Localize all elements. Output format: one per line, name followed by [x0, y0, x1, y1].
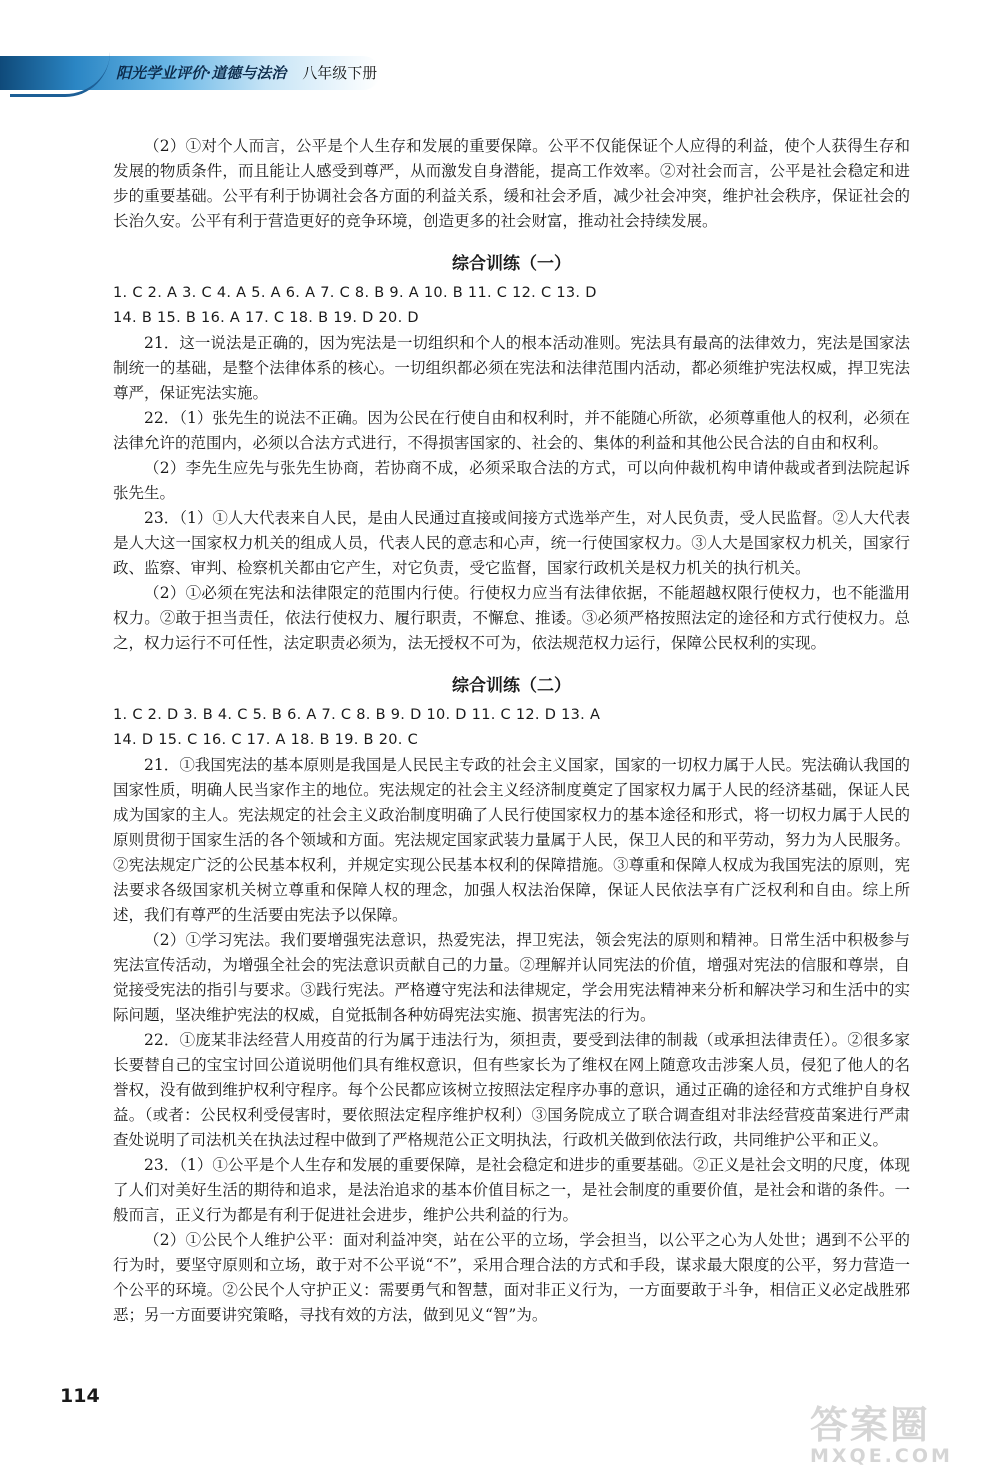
page-content	[113, 134, 910, 1328]
watermark-url: MXQE.COM	[810, 1445, 953, 1467]
answer-paragraph: （2）①公民个人维护公平：面对利益冲突，站在公平的立场，学会担当，以公平之心为人处世；遇到不公平的行为时，要坚守原则和立场，敢于对不公平说“不”，采用合理合法的方式和手段，谋求最大限度的公平，努力营造一个公平的环境。②公民个人守护正义：需要勇气和智慧，面对非正义行为，一方面要敢于斗争，相信正义必定战胜邪恶；另一方面要讲究策略，寻找有效的方法，做到见义“智”为。	[113, 1231, 910, 1324]
watermark-chars: 答案圈	[810, 1403, 931, 1447]
choice-answers-line: 14. B 15. B 16. A 17. C 18. B 19. D 20. D	[113, 310, 419, 326]
answer-paragraph: （2）①学习宪法。我们要增强宪法意识，热爱宪法，捍卫宪法，领会宪法的原则和精神。日常生活中积极参与宪法宣传活动，为增强全社会的宪法意识贡献自己的力量。②理解并认同宪法的价值，增强对宪法的信服和尊崇，自觉接受宪法的指引与要求。③践行宪法。严格遵守宪法和法律规定，学会用宪法精神来分析和解决学习和生活中的实际问题，坚决维护宪法的权威，自觉抵制各种妨碍宪法实施、损害宪法的行为。	[113, 931, 910, 1024]
answer-paragraph: 21．①我国宪法的基本原则是我国是人民民主专政的社会主义国家，国家的一切权力属于人民。宪法确认我国的国家性质，明确人民当家作主的地位。宪法规定的社会主义经济制度奠定了国家权力属于人民的经济基础，保证人民成为国家的主人。宪法规定的社会主义政治制度明确了人民行使国家权力的基本途径和形式，将一切权力属于人民的原则贯彻于国家生活的各个领域和方面。宪法规定国家武装力量属于人民，保卫人民的和平劳动，努力为人民服务。②宪法规定广泛的公民基本权利，并规定实现公民基本权利的保障措施。③尊重和保障人权成为我国宪法的原则，宪法要求各级国家机关树立尊重和保障人权的理念，加强人权法治保障，保证人民依法享有广泛权利和自由。综上所述，我们有尊严的生活要由宪法予以保障。	[113, 756, 910, 924]
banner-swoosh-decoration	[10, 52, 110, 97]
answer-paragraph: 23．（1）①公平是个人生存和发展的重要保障，是社会稳定和进步的重要基础。②正义是社会文明的尺度，体现了人们对美好生活的期待和追求，是法治追求的基本价值目标之一，是社会制度的重要价值，是社会和谐的条件。一般而言，正义行为都是有利于促进社会进步，维护公共利益的行为。	[113, 1156, 910, 1224]
answer-paragraph: （2）①必须在宪法和法律限定的范围内行使。行使权力应当有法律依据，不能超越权限行使权力，也不能滥用权力。②敢于担当责任，依法行使权力、履行职责，不懈怠、推诿。③必须严格按照法定的途径和方式行使权力。总之，权力运行不可任性，法定职责必须为，法无授权不可为，依法规范权力运行，保障公民权利的实现。	[113, 584, 910, 652]
banner-text	[116, 62, 377, 83]
grade-label: 八年级下册	[302, 64, 378, 82]
answer-paragraph: 21．这一说法是正确的，因为宪法是一切组织和个人的根本活动准则。宪法具有最高的法律效力，宪法是国家法制统一的基础，是整个法律体系的核心。一切组织都必须在宪法和法律范围内活动，都必须维护宪法权威，捍卫宪法尊严，保证宪法实施。	[113, 334, 910, 402]
answer-paragraph: 23．（1）①人大代表来自人民，是由人民通过直接或间接方式选举产生，对人民负责，受人民监督。②人大代表是人大这一国家权力机关的组成人员，代表人民的意志和心声，统一行使国家权力。③人大是国家权力机关，国家行政、监察、审判、检察机关都由它产生，对它负责，受它监督，国家行政机关是权力机关的执行机关。	[113, 509, 910, 577]
answer-paragraph: （2）①对个人而言，公平是个人生存和发展的重要保障。公平不仅能保证个人应得的利益，使个人获得生存和发展的物质条件，而且能让人感受到尊严，从而激发自身潜能，提高工作效率。②对社会而言，公平是社会稳定和进步的重要基础。公平有利于协调社会各方面的利益关系，缓和社会矛盾，减少社会冲突，维护社会秩序，保证社会的长治久安。公平有利于营造更好的竞争环境，创造更多的社会财富，推动社会持续发展。	[113, 137, 910, 230]
choice-answers-line: 14. D 15. C 16. C 17. A 18. B 19. B 20. C	[113, 732, 418, 748]
section-title-2: 综合训练（二）	[452, 676, 571, 696]
answer-paragraph: 22．①庞某非法经营人用疫苗的行为属于违法行为，须担责，要受到法律的制裁（或承担法律责任）。②很多家长要替自己的宝宝讨回公道说明他们具有维权意识，但有些家长为了维权在网上随意攻击涉案人员，侵犯了他人的名誉权，没有做到维护权利守程序。每个公民都应该树立按照法定程序办事的意识，通过正确的途径和方式维护自身权益。（或者：公民权利受侵害时，要依照法定程序维护权利）③国务院成立了联合调查组对非法经营疫苗案进行严肃查处说明了司法机关在执法过程中做到了严格规范公正文明执法，行政机关做到依法行政，共同维护公平和正义。	[113, 1031, 910, 1149]
page-number: 114	[60, 1385, 100, 1407]
section-title-1: 综合训练（一）	[452, 254, 571, 274]
series-title: 阳光学业评价·道德与法治	[116, 64, 287, 82]
choice-answers-line: 1. C 2. A 3. C 4. A 5. A 6. A 7. C 8. B 9. A 10. B 11. C 12. C 13. D	[113, 285, 597, 301]
choice-answers-line: 1. C 2. D 3. B 4. C 5. B 6. A 7. C 8. B 9. D 10. D 11. C 12. D 13. A	[113, 707, 601, 723]
watermark-logo	[810, 1405, 985, 1471]
answer-paragraph: （2）李先生应先与张先生协商，若协商不成，必须采取合法的方式，可以向仲裁机构申请仲裁或者到法院起诉张先生。	[113, 459, 910, 502]
header-banner	[0, 52, 400, 94]
answer-paragraph: 22．（1）张先生的说法不正确。因为公民在行使自由和权利时，并不能随心所欲，必须尊重他人的权利，必须在法律允许的范围内，必须以合法方式进行，不得损害国家的、社会的、集体的利益和其他公民合法的自由和权利。	[113, 409, 910, 452]
